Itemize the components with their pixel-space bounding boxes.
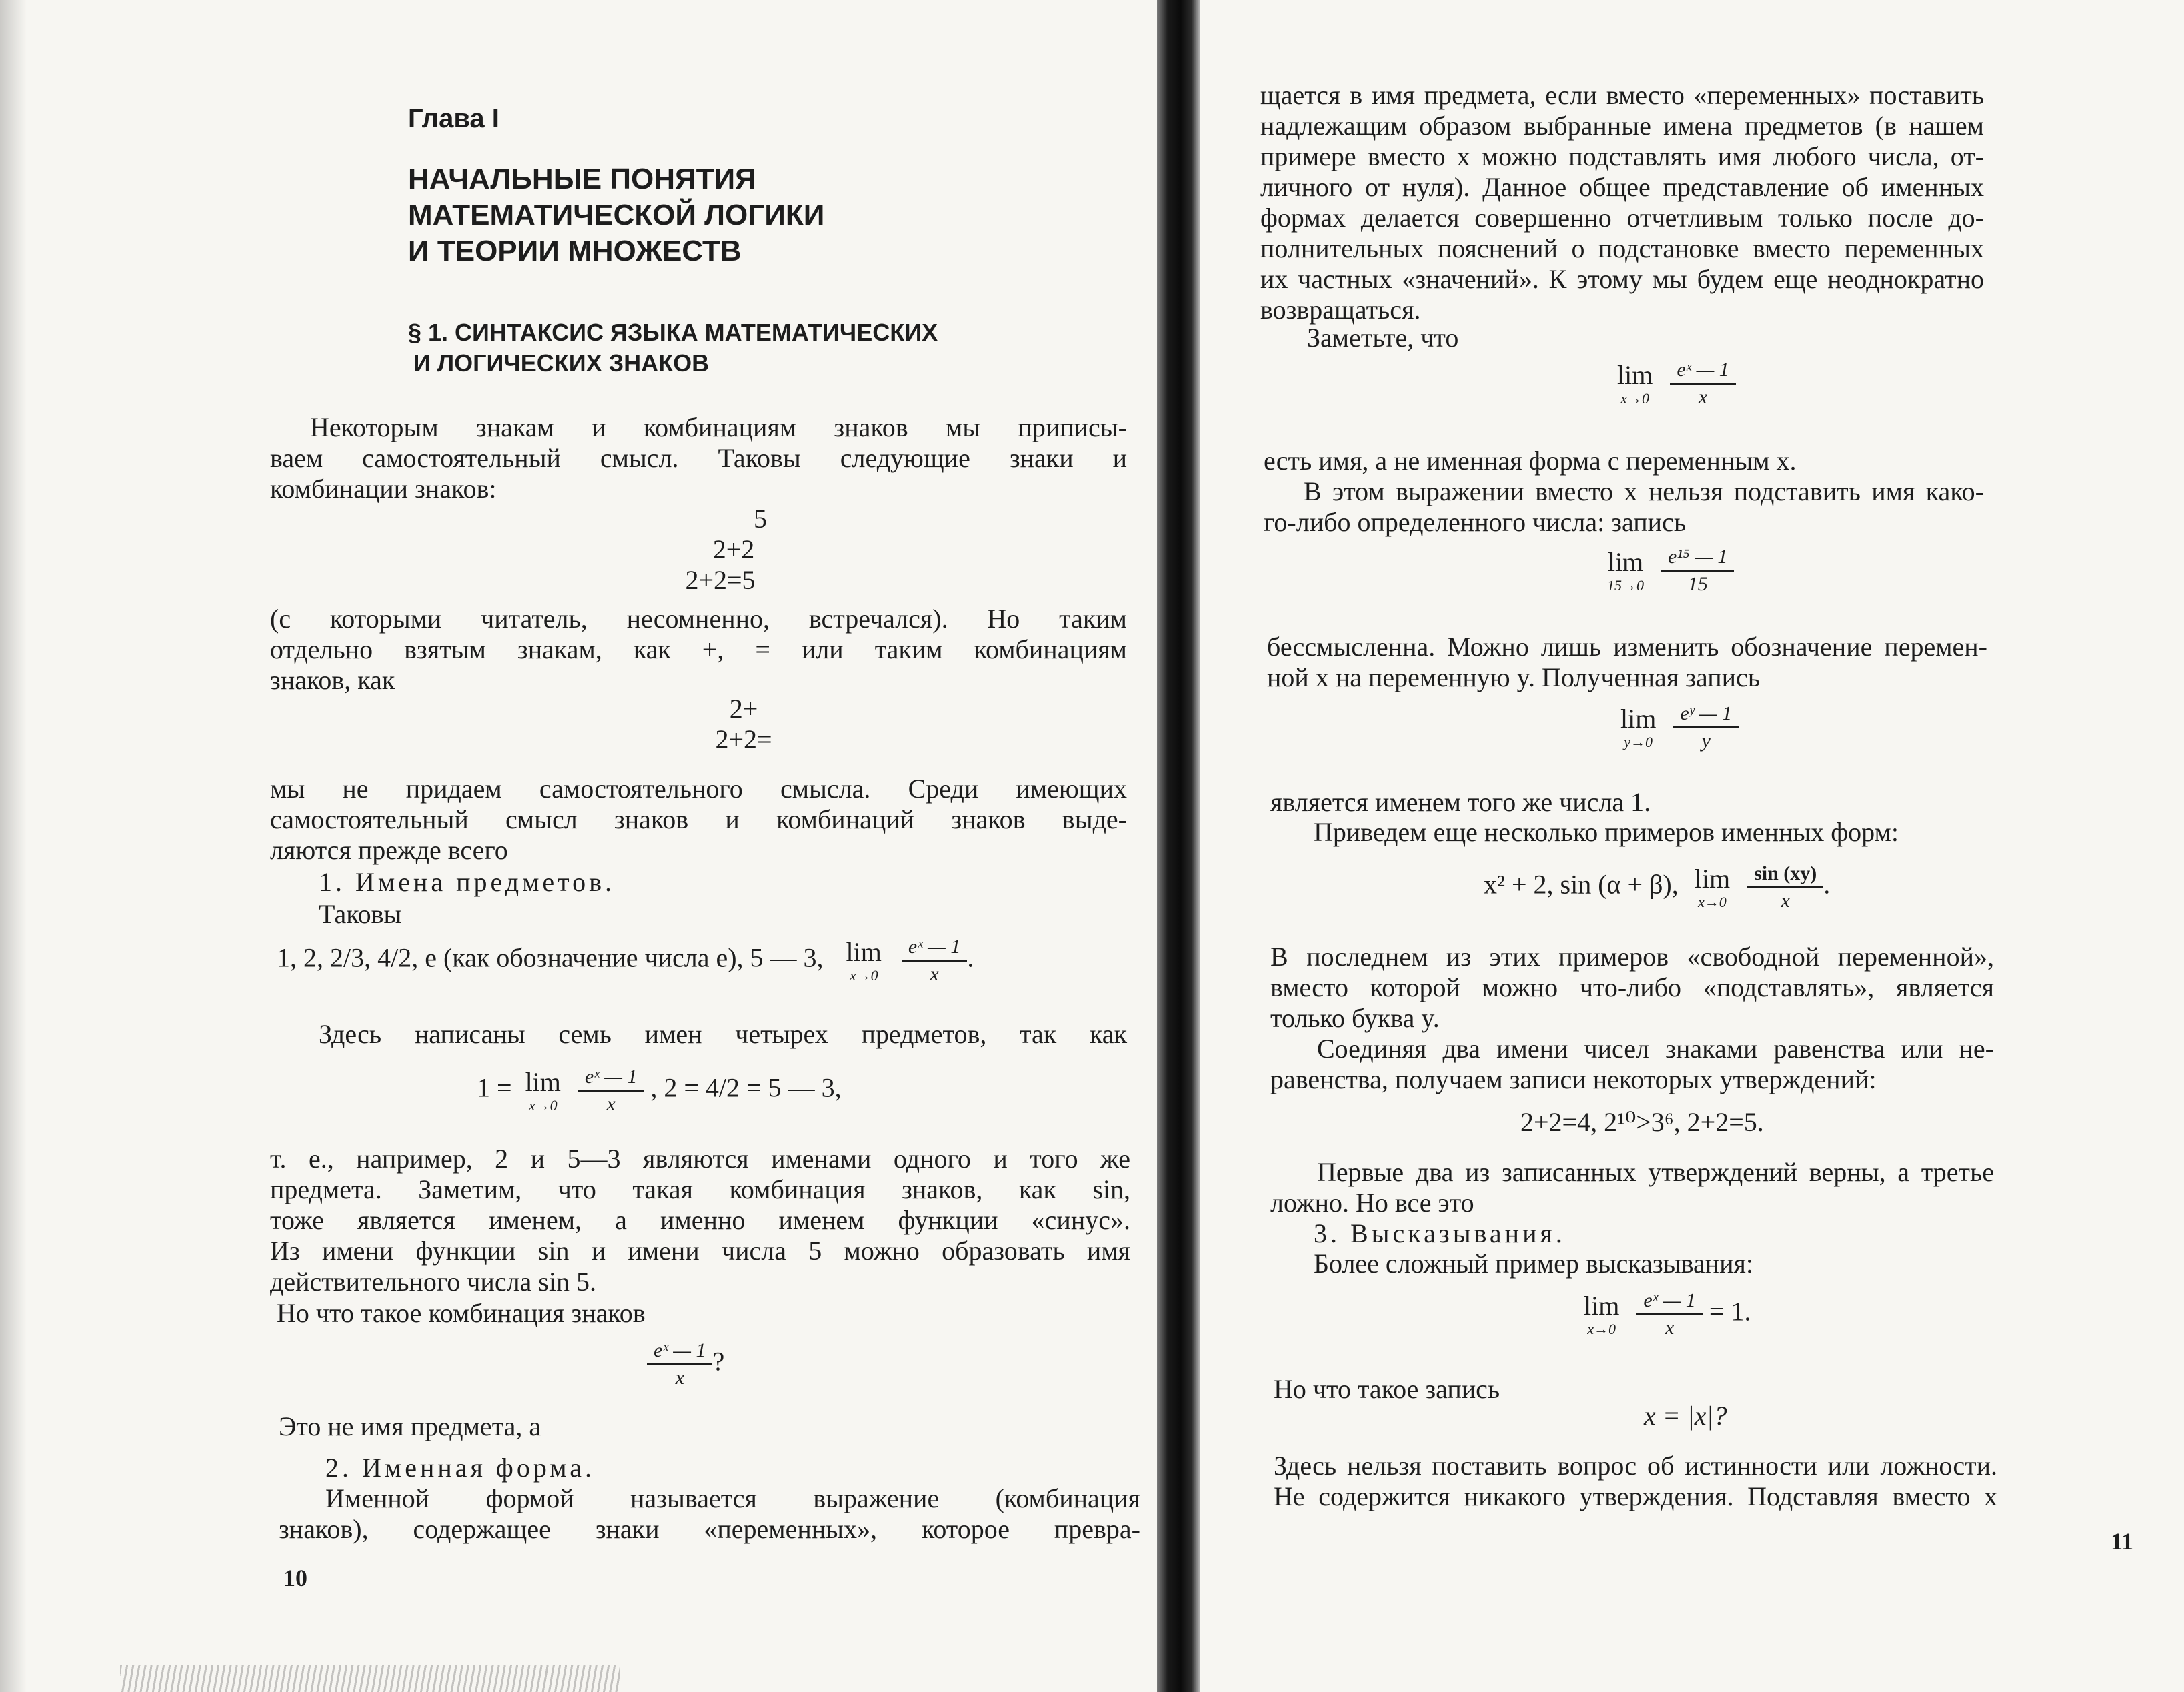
numerator: eˣ — 1 [1636,1291,1702,1315]
lim-subscript: x→0 [849,966,878,984]
item-heading: 1. Имена предметов. [319,867,616,897]
limit [1607,546,1644,594]
text-line: т. е., например, 2 и 5—3 являются именами одного и того же [270,1144,1130,1174]
section-title [408,317,938,379]
formula-block [587,504,854,596]
text-line: щается в имя предмета, если вместо «переменных» поставить [1260,80,1984,110]
item-heading: 2. Именная форма. [325,1453,596,1483]
denominator: x [1781,890,1790,912]
limit-expression [1607,547,1734,594]
text-line: возвращаться. [1260,295,1421,325]
fraction [647,1341,712,1388]
abs-formula: x = |x|? [1644,1401,1727,1431]
text-line: Таковы [319,899,402,929]
numerator: sin (xy) [1747,864,1823,888]
paragraph [1267,632,1987,693]
numerator: eˣ — 1 [902,937,967,962]
question-mark: ? [712,1346,725,1377]
denominator: y [1701,730,1711,752]
text-line: самостоятельный смысл знаков и комбинаций знаков выде- [270,804,1127,834]
text-line: Здесь нельзя поставить вопрос об истинности или ложности. [1274,1451,1997,1481]
text-line: вместо которой можно что-либо «подставлять», является [1270,972,1994,1002]
text-line: ляются прежде всего [270,835,508,865]
formula-line: 5 [754,504,767,534]
fraction [1661,547,1734,594]
lim-word: lim [846,936,882,967]
section-title-line: И ЛОГИЧЕСКИХ ЗНАКОВ [413,349,710,377]
lim-subscript: 15→0 [1607,576,1644,594]
text-line: Именной формой называется выражение (комбинация [325,1483,1140,1513]
formula-line: 2+2=5 [685,565,756,595]
text-line: комбинации знаков: [270,474,497,504]
text-line: Заметьте, что [1307,323,1459,353]
denominator: x [606,1093,616,1115]
paragraph [270,412,1127,504]
equation [1584,1291,1751,1338]
formula-line: 2+2= [715,724,772,754]
lim-word: lim [1617,359,1653,390]
text-line: Это не имя предмета, а [279,1411,541,1441]
text-line: формах делается совершенно отчетливым только после до- [1260,203,1984,233]
limit-expression [1620,704,1739,751]
text-line: Из имени функции sin и имени числа 5 можно образовать имя [270,1236,1130,1266]
lim-word: lim [1607,546,1644,577]
numerator: eˣ — 1 [1670,360,1735,385]
paragraph [270,774,1127,866]
lim-subscript: x→0 [528,1096,558,1114]
paragraph [1260,80,1984,325]
chapter-title-line: И ТЕОРИИ МНОЖЕСТВ [408,235,742,267]
text-line: личного от нуля). Данное общее представление об именных [1260,172,1984,202]
fraction [578,1067,644,1114]
text-line: является именем того же числа 1. [1270,787,1651,817]
text-line: В этом выражении вместо x нельзя подставить имя како- [1304,476,1984,506]
chapter-label: Глава I [408,104,499,133]
denominator: x [930,963,939,985]
paragraph [270,604,1127,696]
text-line: x² + 2, sin (α + β), [1484,869,1679,900]
limit [1584,1290,1620,1337]
text-line: Здесь написаны семь имен четырех предметов, так как [319,1019,1127,1049]
text-line: Приведем еще несколько примеров именных форм: [1314,817,1899,847]
text-line: надлежащим образом выбранные имена предметов (в нашем [1260,111,1984,141]
denominator: x [1698,386,1708,408]
chapter-title [408,161,824,269]
formula-block [587,694,854,755]
text-line: бессмысленна. Можно лишь изменить обозначение перемен- [1267,632,1987,662]
formula-line: 2+ [729,694,758,724]
names-example-line: 1, 2, 2/3, 4/2, e (как обозначение числа e), 5 — 3, lim x→0 $\frac{\text{eˣ — 1}}{x}$ . [277,936,974,985]
text-line: ной x на переменную y. Полученная запись [1267,662,1761,692]
text-line: Но что такое запись [1274,1374,1500,1404]
numerator: eʸ — 1 [1673,704,1739,728]
limit [1694,863,1731,910]
numerator: e¹⁵ — 1 [1661,547,1734,572]
text-line: есть имя, а не именная форма с переменным x. [1264,446,1797,476]
text-line: Более сложный пример высказывания: [1314,1248,1754,1279]
fraction [902,937,967,984]
lim-subscript: x→0 [1587,1320,1616,1337]
right-page [1200,0,2184,1692]
denominator: 15 [1687,573,1708,595]
lim-word: lim [1620,703,1657,734]
section-title-line: § 1. СИНТАКСИС ЯЗЫКА МАТЕМАТИЧЕСКИХ [408,319,938,346]
text-line: знаков, как [270,665,395,695]
lim-subscript: x→0 [1620,389,1650,407]
paragraph [1274,1451,1997,1512]
equation-rhs: = 1. [1709,1296,1751,1327]
paragraph [1270,1034,1994,1095]
equation-lhs: 1 = [477,1072,512,1103]
page-stain [120,1665,620,1692]
denominator: x [1665,1317,1675,1339]
text-line: примере вместо x можно подставлять имя любого числа, от- [1260,141,1984,171]
text-line: полнительных пояснений о подстановке вместо переменных [1260,233,1984,263]
item-heading: 3. Высказывания. [1314,1218,1566,1248]
page-number: 11 [2111,1528,2134,1555]
lim-subscript: y→0 [1624,733,1653,750]
paragraph [319,1019,1127,1050]
limit [1617,359,1653,407]
text-line: тоже является именем, а именно именем функции «синус». [270,1205,1130,1235]
fraction [1670,360,1735,407]
text-line: мы не придаем самостоятельного смысла. Среди имеющих [270,774,1127,804]
statements-formula: 2+2=4, 2¹⁰>3⁶, 2+2=5. [1520,1107,1764,1137]
formula-line: 2+2 [712,534,755,564]
text-line: го-либо определенного числа: запись [1264,507,1687,537]
page-edge-shadow [0,0,27,1692]
paragraph [279,1483,1140,1545]
text-line: Но что такое комбинация знаков [277,1298,646,1328]
lim-word: lim [1694,863,1731,894]
text-line: (с которыми читатель, несомненно, встречался). Но таким [270,604,1127,634]
text-line: их частных «значений». К этому мы будем еще неоднократно [1260,264,1984,294]
lim-subscript: x→0 [1698,893,1727,910]
limit [846,936,882,984]
text-line: знаков), содержащее знаки «переменных», которое превра- [279,1514,1140,1544]
text-line: ваем самостоятельный смысл. Таковы следующие знаки и [270,443,1127,473]
text-line: В последнем из этих примеров «свободной переменной», [1270,942,1994,972]
chapter-title-line: МАТЕМАТИЧЕСКОЙ ЛОГИКИ [408,199,825,231]
text-line: Некоторым знакам и комбинациям знаков мы приписы- [310,412,1127,442]
book-gutter [1157,0,1200,1692]
numerator: eˣ — 1 [647,1341,712,1365]
text-line: Соединяя два имени чисел знаками равенства или не- [1317,1034,1994,1064]
denominator: x [675,1367,684,1389]
lim-word: lim [1584,1290,1620,1321]
page-number: 10 [283,1565,307,1591]
text-line: только буква y. [1270,1003,1440,1033]
lim-word: lim [525,1066,561,1097]
limit-expression [1617,360,1736,407]
limit [525,1066,561,1114]
fraction [1636,1291,1702,1338]
text-line: Первые два из записанных утверждений верны, а третье [1317,1157,1994,1187]
chapter-title-line: НАЧАЛЬНЫЕ ПОНЯТИЯ [408,163,756,195]
equation [477,1067,842,1114]
fraction [1673,704,1739,751]
fraction-question [647,1341,724,1388]
text-line: 1, 2, 2/3, 4/2, e (как обозначение числа e), 5 — 3, [277,942,824,973]
paragraph [1264,476,1984,538]
limit [1620,703,1657,750]
numerator: eˣ — 1 [578,1067,644,1092]
text-line: отдельно взятым знакам, как +, = или таким комбинациям [270,634,1127,664]
examples-formula: x² + 2, sin (α + β), lim x→0 $\frac{\sin (xy)}{x}$ . [1484,862,1831,912]
text-line: равенства, получаем записи некоторых утверждений: [1270,1064,1877,1094]
text-line: предмета. Заметим, что такая комбинация знаков, как sin, [270,1174,1130,1204]
equation-rhs: , 2 = 4/2 = 5 — 3, [650,1072,842,1103]
text-line: действительного числа sin 5. [270,1266,596,1297]
text-line: ложно. Но все это [1270,1188,1474,1218]
text-line: Не содержится никакого утверждения. Подставляя вместо x [1274,1481,1997,1511]
fraction [1747,864,1823,911]
paragraph [270,1144,1130,1297]
paragraph [1270,1157,1994,1218]
paragraph [1270,942,1994,1034]
